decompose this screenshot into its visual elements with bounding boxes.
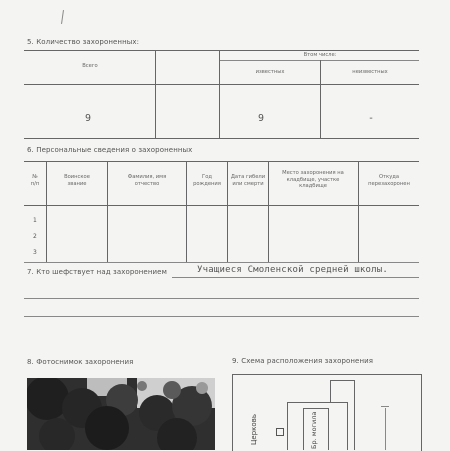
- section6-header-death-date: Дата гибели или смерти: [230, 174, 266, 187]
- table-row-number: 3: [33, 249, 37, 256]
- table-row-number: 1: [33, 217, 37, 224]
- scheme-label-grave: Бр. могила: [310, 411, 318, 449]
- section6-header-reburied-from: Откуда перезахоронен: [368, 174, 410, 187]
- section7-line-3: [24, 316, 419, 317]
- section5-unknown-header: неизвестных: [352, 69, 388, 75]
- burial-photo: [27, 378, 215, 450]
- section5-total-header: Всего: [82, 63, 98, 69]
- scheme-marker: [276, 428, 284, 436]
- section9-title: 9. Схема расположения захоронения: [232, 357, 374, 365]
- section6-header-burial-place: Место захоронения на кладбище, участке кладбище: [282, 170, 344, 189]
- section7-patron-value: Учащиеся Смоленской средней школы.: [197, 265, 389, 275]
- section8-title: 8. Фотоснимок захоронения: [27, 358, 134, 366]
- section7-underline: [172, 277, 419, 278]
- section6-header-birth-year: Год рождения: [193, 174, 221, 187]
- section5-unknown-value: -: [368, 113, 375, 124]
- burial-photo-image: [27, 378, 215, 450]
- section6-header-name: Фамилия, имя отчество: [127, 174, 167, 187]
- section5-known-header: известных: [255, 69, 285, 75]
- section5-including-header: Втом числе:: [303, 52, 337, 58]
- section6-header-num: № п/п: [30, 174, 40, 187]
- section7-line-2: [24, 298, 419, 299]
- table-row-number: 2: [33, 233, 37, 240]
- section5-title: 5. Количество захороненных:: [27, 38, 140, 46]
- section6-header-rank: Воинское звание: [64, 174, 90, 187]
- section7-title: 7. Кто шефствует над захоронением: [27, 268, 167, 276]
- section5-total-value: 9: [85, 113, 92, 124]
- section6-title: 6. Персональные сведения о захороненных: [27, 146, 193, 154]
- scheme-label-church: Церковь: [250, 414, 258, 445]
- burial-scheme: [232, 374, 422, 451]
- section5-known-value: 9: [258, 113, 265, 124]
- scan-mark: [61, 10, 64, 24]
